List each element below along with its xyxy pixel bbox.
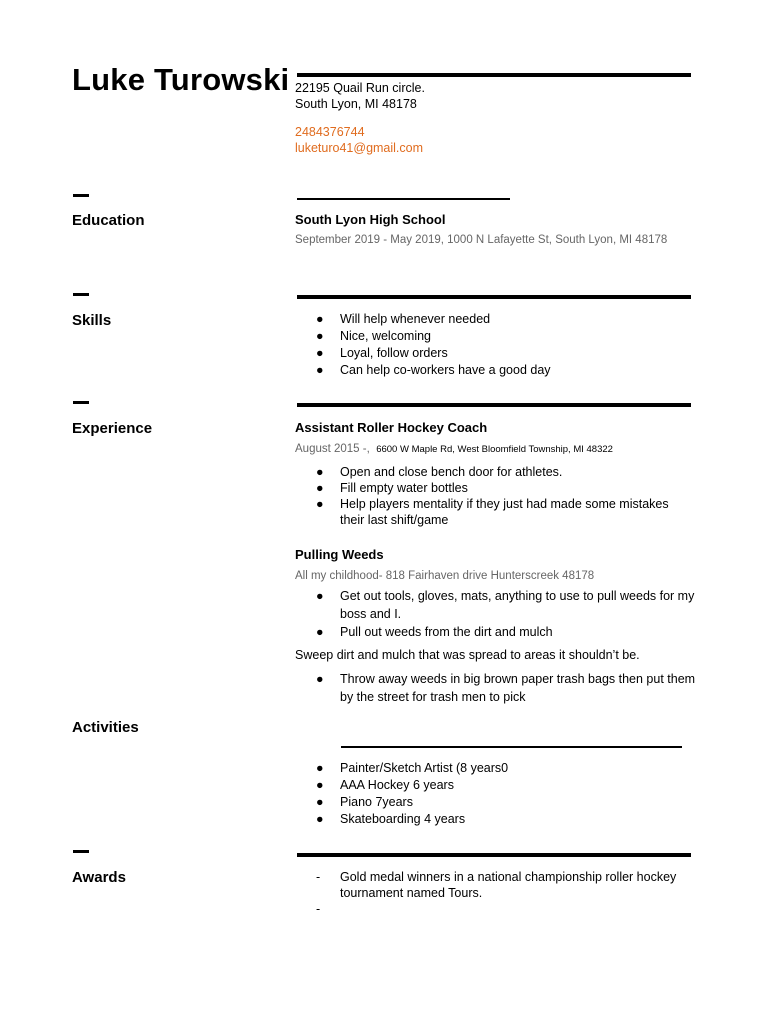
skill-text: Will help whenever needed [340,312,491,326]
job-address: 6600 W Maple Rd, West Bloomfield Township, MI 48322 [376,444,613,455]
address-line-1: 22195 Quail Run circle. [295,81,425,95]
duty-text: Open and close bench door for athletes. [340,465,563,479]
list-item [316,869,696,901]
duty-text: Fill empty water bottles [340,481,468,495]
job-date-location [295,441,613,458]
skills-rule [297,295,691,299]
list-item [316,464,696,480]
section-title-experience: Experience [72,420,153,437]
activities-rule [341,746,682,748]
job-subtitle: All my childhood- 818 Fairhaven drive Hunterscreek 48178 [295,570,595,582]
skills-list [316,311,696,379]
activity-text: Skateboarding 4 years [340,812,466,826]
dash-bullet: - [316,870,321,884]
bullet-icon: ● [316,589,324,603]
education-rule [297,198,510,200]
duty-text: Help players mentality if they just had made some mistakes their last shift/game [340,497,669,527]
job2-duties-extra [316,670,696,706]
section-title-education: Education [72,212,145,229]
list-item [316,345,696,362]
list-item [316,794,696,811]
list-item [316,760,696,777]
bullet-icon: ● [316,465,324,479]
address-line-2: South Lyon, MI 48178 [295,97,417,111]
phone-number[interactable]: 2484376744 [295,125,365,139]
bullet-icon: ● [316,363,324,377]
activity-text: Painter/Sketch Artist (8 years0 [340,761,509,775]
job-note: Sweep dirt and mulch that was spread to areas it shouldn’t be. [295,648,640,662]
awards-rule [297,853,691,857]
duty-text: Get out tools, gloves, mats, anything to use to pull weeds for my boss and I. [340,589,695,621]
section-title-awards: Awards [72,869,126,886]
job-title: Assistant Roller Hockey Coach [295,420,488,435]
bullet-icon: ● [316,778,324,792]
education-details: September 2019 - May 2019, 1000 N Lafayette St, South Lyon, MI 48178 [295,234,668,246]
bullet-icon: ● [316,761,324,775]
list-item [316,362,696,379]
bullet-icon: ● [316,497,324,511]
bullet-icon: ● [316,346,324,360]
skill-text: Loyal, follow orders [340,346,448,360]
email-link[interactable]: luketuro41@gmail.com [295,141,424,155]
section-title-activities: Activities [72,719,139,736]
candidate-name: Luke Turowski [72,62,290,97]
job-title: Pulling Weeds [295,547,384,562]
bullet-icon: ● [316,329,324,343]
job2-duties [316,587,696,641]
duty-text: Pull out weeds from the dirt and mulch [340,625,553,639]
section-dash [73,401,89,404]
bullet-icon: ● [316,672,324,686]
bullet-icon: ● [316,812,324,826]
section-dash [73,293,89,296]
list-item [316,777,696,794]
bullet-icon: ● [316,481,324,495]
bullet-icon: ● [316,625,324,639]
skill-text: Can help co-workers have a good day [340,363,551,377]
awards-list [316,869,696,916]
list-item [316,311,696,328]
list-item [316,587,696,623]
bullet-icon: ● [316,795,324,809]
skill-text: Nice, welcoming [340,329,432,343]
list-item [316,480,696,496]
section-title-skills: Skills [72,312,112,329]
experience-rule [297,403,691,407]
activities-list [316,760,696,828]
list-item [316,811,696,828]
header-rule [297,73,691,77]
section-dash [73,194,89,197]
duty-text: Throw away weeds in big brown paper trash bags then put them by the street for trash men to pick [340,672,696,704]
list-item [316,496,696,528]
dash-bullet: - [316,902,321,916]
bullet-icon: ● [316,312,324,326]
award-text: Gold medal winners in a national championship roller hockey tournament named Tours. [340,870,677,900]
school-name: South Lyon High School [295,212,446,227]
job-date: August 2015 -, [295,443,370,455]
list-item [316,623,696,641]
activity-text: AAA Hockey 6 years [340,778,454,792]
job1-duties [316,464,696,528]
list-item [316,670,696,706]
activity-text: Piano 7years [340,795,413,809]
section-dash [73,850,89,853]
list-item [316,328,696,345]
